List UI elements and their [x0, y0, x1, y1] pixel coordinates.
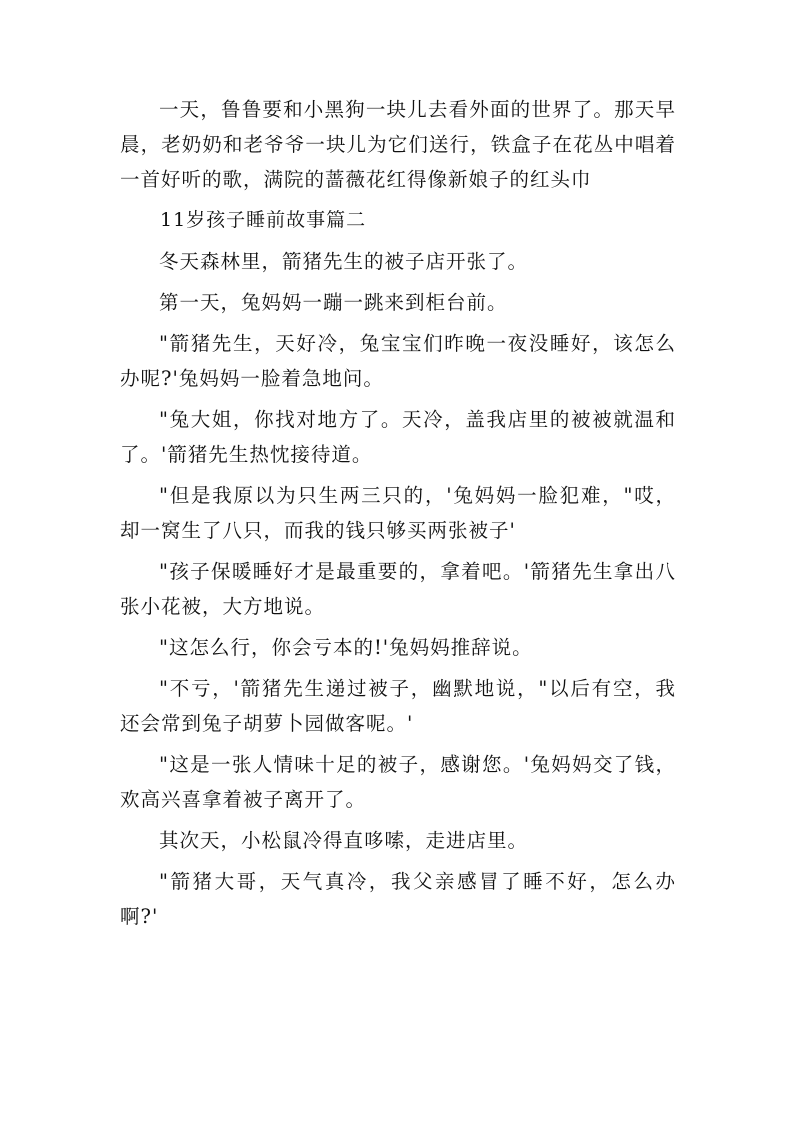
- paragraph: 第一天，兔妈妈一蹦一跳来到柜台前。: [159, 291, 508, 314]
- section-heading: 11岁孩子睡前故事篇二: [160, 209, 367, 231]
- paragraph: "这是一张人情味十足的被子，感谢您。'兔妈妈交了钱，欢高兴喜拿着被子离开了。: [120, 753, 676, 811]
- paragraph: "箭猪大哥，天气真冷，我父亲感冒了睡不好，怎么办啊?': [120, 870, 676, 928]
- paragraph: "这怎么行，你会亏本的!'兔妈妈推辞说。: [159, 636, 533, 659]
- paragraph: "箭猪先生，天好冷，兔宝宝们昨晚一夜没睡好，该怎么办呢?'兔妈妈一脸着急地问。: [120, 332, 676, 390]
- paragraph: "不亏，'箭猪先生递过被子，幽默地说，"以后有空，我还会常到兔子胡萝卜园做客呢。': [120, 677, 676, 735]
- paragraph: 其次天，小松鼠冷得直哆嗦，走进店里。: [159, 829, 529, 852]
- paragraph: "兔大姐，你找对地方了。天冷，盖我店里的被被就温和了。'箭猪先生热忱接待道。: [120, 408, 676, 466]
- paragraph: 冬天森林里，箭猪先生的被子店开张了。: [159, 250, 529, 273]
- paragraph: 一天，鲁鲁要和小黑狗一块儿去看外面的世界了。那天早晨，老奶奶和老爷爷一块儿为它们送行，铁盒子在花丛中唱着一首好听的歌，满院的蔷薇花红得像新娘子的红头巾: [120, 98, 676, 191]
- paragraph: "但是我原以为只生两三只的，'兔妈妈一脸犯难，"哎，却一窝生了八只，而我的钱只够买两张被子': [120, 484, 676, 542]
- paragraph: "孩子保暖睡好才是最重要的，拿着吧。'箭猪先生拿出八张小花被，大方地说。: [120, 560, 676, 618]
